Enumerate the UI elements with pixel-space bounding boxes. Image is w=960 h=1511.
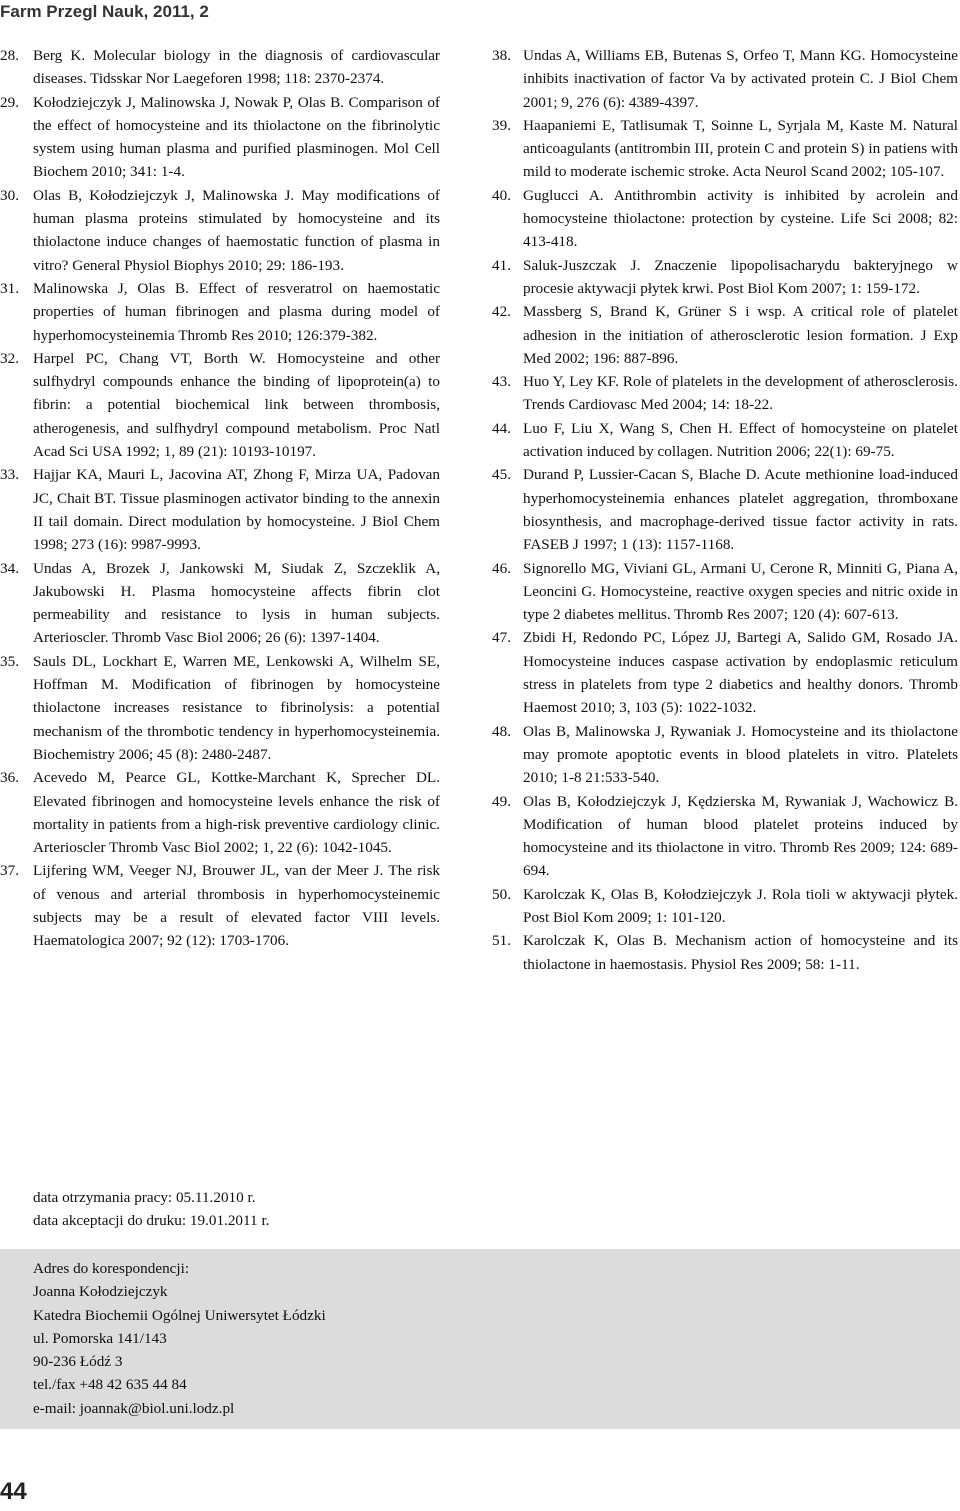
reference-text: Lijfering WM, Veeger NJ, Brouwer JL, van der Meer J. The risk of venous and arterial thrombosis in hyperhomocysteinemic subjects may be a result of elevated factor VIII levels. Haematologica 2007; 92 (12): 1703-1706. [33, 862, 440, 950]
references-left-column [0, 44, 440, 953]
correspondence-phone: tel./fax +48 42 635 44 84 [33, 1376, 187, 1394]
reference-text: Olas B, Malinowska J, Rywaniak J. Homocysteine and its thiolactone may promote apoptotic events in blood platelets in vitro. Platelets 2010; 1-8 21:533-540. [523, 722, 958, 787]
reference-number: 37. [0, 862, 19, 880]
reference-number: 41. [492, 256, 511, 274]
reference-number: 45. [492, 466, 511, 484]
reference-text: Olas B, Kołodziejczyk J, Kędzierska M, Rywaniak J, Wachowicz B. Modification of human blood platelet proteins induced by homocysteine and its thiolactone in vitro. Thromb Res 2009; 124: 689-694. [523, 792, 958, 880]
journal-header: Farm Przegl Nauk, 2011, 2 [0, 2, 209, 21]
references-right-column [492, 44, 958, 976]
reference-text: Berg K. Molecular biology in the diagnosis of cardiovascular diseases. Tidsskar Nor Laegeforen 1998; 118: 2370-2374. [33, 47, 440, 88]
reference-text: Guglucci A. Antithrombin activity is inhibited by acrolein and homocysteine thiolactone: protection by cysteine. Life Sci 2008; 82: 413-418. [523, 186, 958, 251]
reference-item [492, 114, 958, 184]
reference-number: 35. [0, 652, 19, 670]
accepted-date: data akceptacji do druku: 19.01.2011 r. [33, 1212, 270, 1230]
reference-text: Kołodziejczyk J, Malinowska J, Nowak P, Olas B. Comparison of the effect of homocysteine and its thiolactone on the fibrinolytic system using human plasma and purified plasminogen. Mol Cell Biochem 2010; 341: 1-4. [33, 93, 440, 181]
correspondence-department: Katedra Biochemii Ogólnej Uniwersytet Łódzki [33, 1306, 326, 1324]
reference-number: 46. [492, 559, 511, 577]
reference-item [492, 300, 958, 370]
reference-number: 50. [492, 885, 511, 903]
reference-item [0, 650, 440, 766]
reference-item [492, 557, 958, 627]
reference-text: Karolczak K, Olas B, Kołodziejczyk J. Rola tioli w aktywacji płytek. Post Biol Kom 2009; 1: 101-120. [523, 885, 958, 926]
correspondence-heading: Adres do korespondencji: [33, 1260, 190, 1277]
reference-text: Zbidi H, Redondo PC, López JJ, Bartegi A, Salido GM, Rosado JA. Homocysteine induces caspase activation by endoplasmic reticulum stress in platelets from type 2 diabetics and healthy donors. Thromb Haemost 2010; 3, 103 (5): 1022-1032. [523, 629, 958, 717]
correspondence-name: Joanna Kołodziejczyk [33, 1283, 168, 1301]
reference-text: Saluk-Juszczak J. Znaczenie lipopolisacharydu bakteryjnego w procesie aktywacji płytek krwi. Post Biol Kom 2007; 1: 159-172. [523, 256, 958, 297]
correspondence-street: ul. Pomorska 141/143 [33, 1329, 167, 1347]
correspondence-postal: 90-236 Łódź 3 [33, 1353, 123, 1371]
reference-number: 49. [492, 792, 511, 810]
reference-text: Huo Y, Ley KF. Role of platelets in the development of atherosclerosis. Trends Cardiovasc Med 2004; 14: 18-22. [523, 373, 958, 414]
reference-number: 47. [492, 629, 511, 647]
reference-text: Karolczak K, Olas B. Mechanism action of homocysteine and its thiolactone in haemostasis. Physiol Res 2009; 58: 1-11. [523, 932, 958, 973]
reference-number: 43. [492, 373, 511, 391]
reference-item [492, 790, 958, 883]
reference-number: 42. [492, 303, 511, 321]
reference-item [492, 626, 958, 719]
reference-item [0, 347, 440, 463]
reference-item [0, 463, 440, 556]
reference-text: Undas A, Brozek J, Jankowski M, Siudak Z, Szczeklik A, Jakubowski H. Plasma homocysteine affects fibrin clot permeability and resistance to lysis in human subjects. Arterioscler. Thromb Vasc Biol 2006; 26 (6): 1397-1404. [33, 559, 440, 647]
reference-text: Hajjar KA, Mauri L, Jacovina AT, Zhong F, Mirza UA, Padovan JC, Chait BT. Tissue plasminogen activator binding to the annexin II tail domain. Direct modulation by homocysteine. J Biol Chem 1998; 273 (16): 9987-9993. [33, 466, 440, 554]
reference-text: Signorello MG, Viviani GL, Armani U, Cerone R, Minniti G, Piana A, Leoncini G. Homocysteine, reactive oxygen species and nitric oxide in type 2 diabetes mellitus. Thromb Res 2007; 120 (4): 607-613. [523, 559, 958, 624]
reference-item [0, 184, 440, 277]
reference-number: 36. [0, 769, 19, 787]
reference-number: 32. [0, 349, 19, 367]
reference-item [0, 44, 440, 91]
reference-number: 29. [0, 93, 19, 111]
submission-dates [33, 1186, 269, 1233]
reference-item [492, 370, 958, 417]
reference-item [0, 859, 440, 952]
reference-text: Haapaniemi E, Tatlisumak T, Soinne L, Syrjala M, Kaste M. Natural anticoagulants (antitrombin III, protein C and protein S) in patiens with mild to moderate ischemic stroke. Acta Neurol Scand 2002; 105-107. [523, 116, 958, 181]
correspondence-address [33, 1257, 326, 1420]
reference-number: 34. [0, 559, 19, 577]
reference-item [492, 417, 958, 464]
reference-text: Luo F, Liu X, Wang S, Chen H. Effect of homocysteine on platelet activation induced by collagen. Nutrition 2006; 22(1): 69-75. [523, 419, 958, 461]
reference-item [0, 766, 440, 859]
reference-number: 48. [492, 722, 511, 740]
reference-item [492, 883, 958, 930]
reference-number: 40. [492, 186, 511, 204]
reference-text: Sauls DL, Lockhart E, Warren ME, Lenkowski A, Wilhelm SE, Hoffman M. Modification of fibrinogen by homocysteine thiolactone increases resistance to fibrinolysis: a potential mechanism of the thrombotic tendency in hyperhomocysteinemia. Biochemistry 2006; 45 (8): 2480-2487. [33, 652, 440, 763]
reference-number: 39. [492, 116, 511, 134]
correspondence-email: e-mail: joannak@biol.uni.lodz.pl [33, 1399, 235, 1417]
reference-text: Massberg S, Brand K, Grüner S i wsp. A critical role of platelet adhesion in the initiation of atherosclerotic lesion formation. J Exp Med 2002; 196: 887-896. [523, 303, 958, 367]
reference-item [492, 184, 958, 254]
reference-number: 30. [0, 186, 19, 204]
reference-number: 33. [0, 466, 19, 484]
reference-number: 38. [492, 47, 511, 64]
reference-number: 51. [492, 932, 511, 950]
reference-text: Harpel PC, Chang VT, Borth W. Homocysteine and other sulfhydryl compounds enhance the binding of lipoprotein(a) to fibrin: a potential biochemical link between thrombosis, atherogenesis, and sulfhydryl compound metabolism. Proc Natl Acad Sci USA 1992; 1, 89 (21): 10193-10197. [33, 349, 440, 461]
reference-text: Durand P, Lussier-Cacan S, Blache D. Acute methionine load-induced hyperhomocysteinemia enhances platelet aggregation, thromboxane biosynthesis, and macrophage-derived tissue factor activity in rats. FASEB J 1997; 1 (13): 1157-1168. [523, 466, 958, 554]
reference-number: 28. [0, 47, 19, 64]
reference-item [492, 254, 958, 301]
reference-text: Undas A, Williams EB, Butenas S, Orfeo T, Mann KG. Homocysteine inhibits inactivation of factor Va by activated protein C. J Biol Chem 2001; 9, 276 (6): 4389-4397. [523, 47, 958, 111]
reference-item [0, 557, 440, 650]
reference-item [0, 277, 440, 347]
reference-item [492, 44, 958, 114]
reference-text: Malinowska J, Olas B. Effect of resveratrol on haemostatic properties of human fibrinogen and plasma during model of hyperhomocysteinemia Thromb Res 2010; 126:379-382. [33, 279, 440, 344]
page-number: 44 [0, 1478, 27, 1505]
reference-item [492, 720, 958, 790]
reference-text: Acevedo M, Pearce GL, Kottke-Marchant K, Sprecher DL. Elevated fibrinogen and homocysteine levels enhance the risk of mortality in patients from a high-risk preventive cardiology clinic. Arterioscler Thromb Vasc Biol 2002; 1, 22 (6): 1042-1045. [33, 769, 440, 857]
reference-item [492, 929, 958, 976]
reference-text: Olas B, Kołodziejczyk J, Malinowska J. May modifications of human plasma proteins stimulated by homocysteine and its thiolactone induce changes of haemostatic function of plasma in vitro? General Physiol Biophys 2010; 29: 186-193. [33, 186, 440, 274]
received-date: data otrzymania pracy: 05.11.2010 r. [33, 1189, 256, 1206]
reference-number: 44. [492, 419, 511, 437]
reference-item [492, 463, 958, 556]
reference-item [0, 91, 440, 184]
reference-number: 31. [0, 279, 19, 297]
